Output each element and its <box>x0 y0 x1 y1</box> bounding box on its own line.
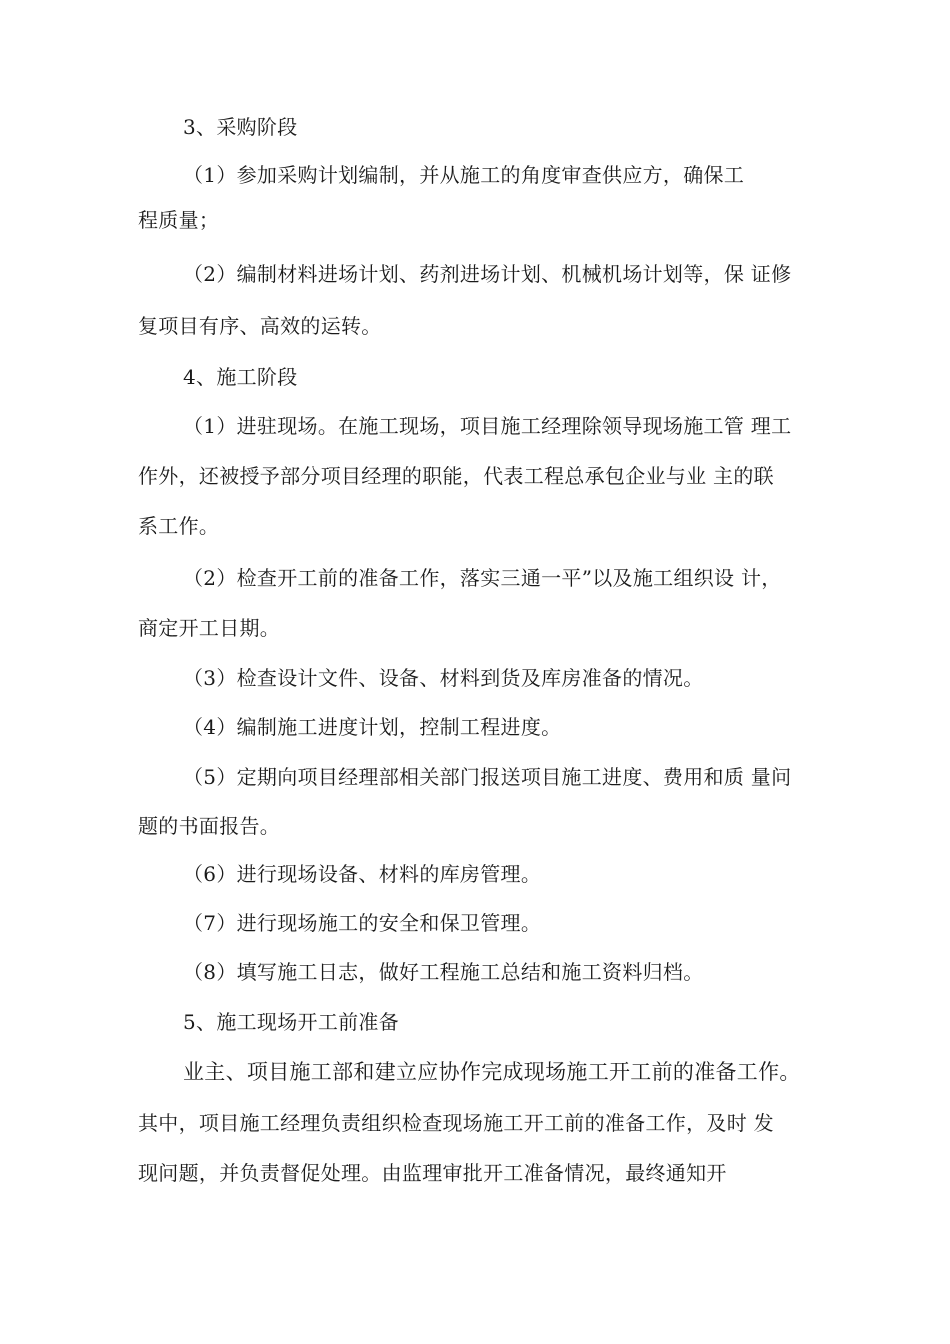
paragraph-line: 程质量； <box>138 208 220 232</box>
paragraph-line: 现问题，并负责督促处理。由监理审批开工准备情况，最终通知开 <box>138 1161 727 1185</box>
paragraph-line: （2）检查开工前的准备工作，落实三通一平”以及施工组织设 计， <box>183 566 782 590</box>
paragraph-line: （1）进驻现场。在施工现场，项目施工经理除领导现场施工管 理工 <box>183 414 792 438</box>
section-heading-preparation: 5、施工现场开工前准备 <box>183 1010 400 1034</box>
paragraph-line: 业主、项目施工部和建立应协作完成现场施工开工前的准备工作。 <box>183 1060 801 1084</box>
paragraph-line: （2）编制材料进场计划、药剂进场计划、机械机场计划等，保 证修 <box>183 262 792 286</box>
section-heading-procurement: 3、采购阶段 <box>183 115 298 139</box>
paragraph-line: 系工作。 <box>138 514 220 538</box>
paragraph-line: （1）参加采购计划编制，并从施工的角度审查供应方，确保工 <box>183 163 745 187</box>
paragraph-line: 作外，还被授予部分项目经理的职能，代表工程总承包企业与业 主的联 <box>138 464 774 488</box>
paragraph-line: 其中，项目施工经理负责组织检查现场施工开工前的准备工作，及时 发 <box>138 1111 774 1135</box>
paragraph-line: 题的书面报告。 <box>138 814 281 838</box>
section-heading-construction: 4、施工阶段 <box>183 365 298 389</box>
paragraph-line: （8）填写施工日志，做好工程施工总结和施工资料归档。 <box>183 960 704 984</box>
paragraph-line: （6）进行现场设备、材料的库房管理。 <box>183 862 542 886</box>
paragraph-line: （4）编制施工进度计划，控制工程进度。 <box>183 715 562 739</box>
paragraph-line: （7）进行现场施工的安全和保卫管理。 <box>183 911 542 935</box>
paragraph-line: 复项目有序、高效的运转。 <box>138 314 382 338</box>
paragraph-line: （3）检查设计文件、设备、材料到货及库房准备的情况。 <box>183 666 704 690</box>
paragraph-line: （5）定期向项目经理部相关部门报送项目施工进度、费用和质 量问 <box>183 765 792 789</box>
paragraph-line: 商定开工日期。 <box>138 616 281 640</box>
